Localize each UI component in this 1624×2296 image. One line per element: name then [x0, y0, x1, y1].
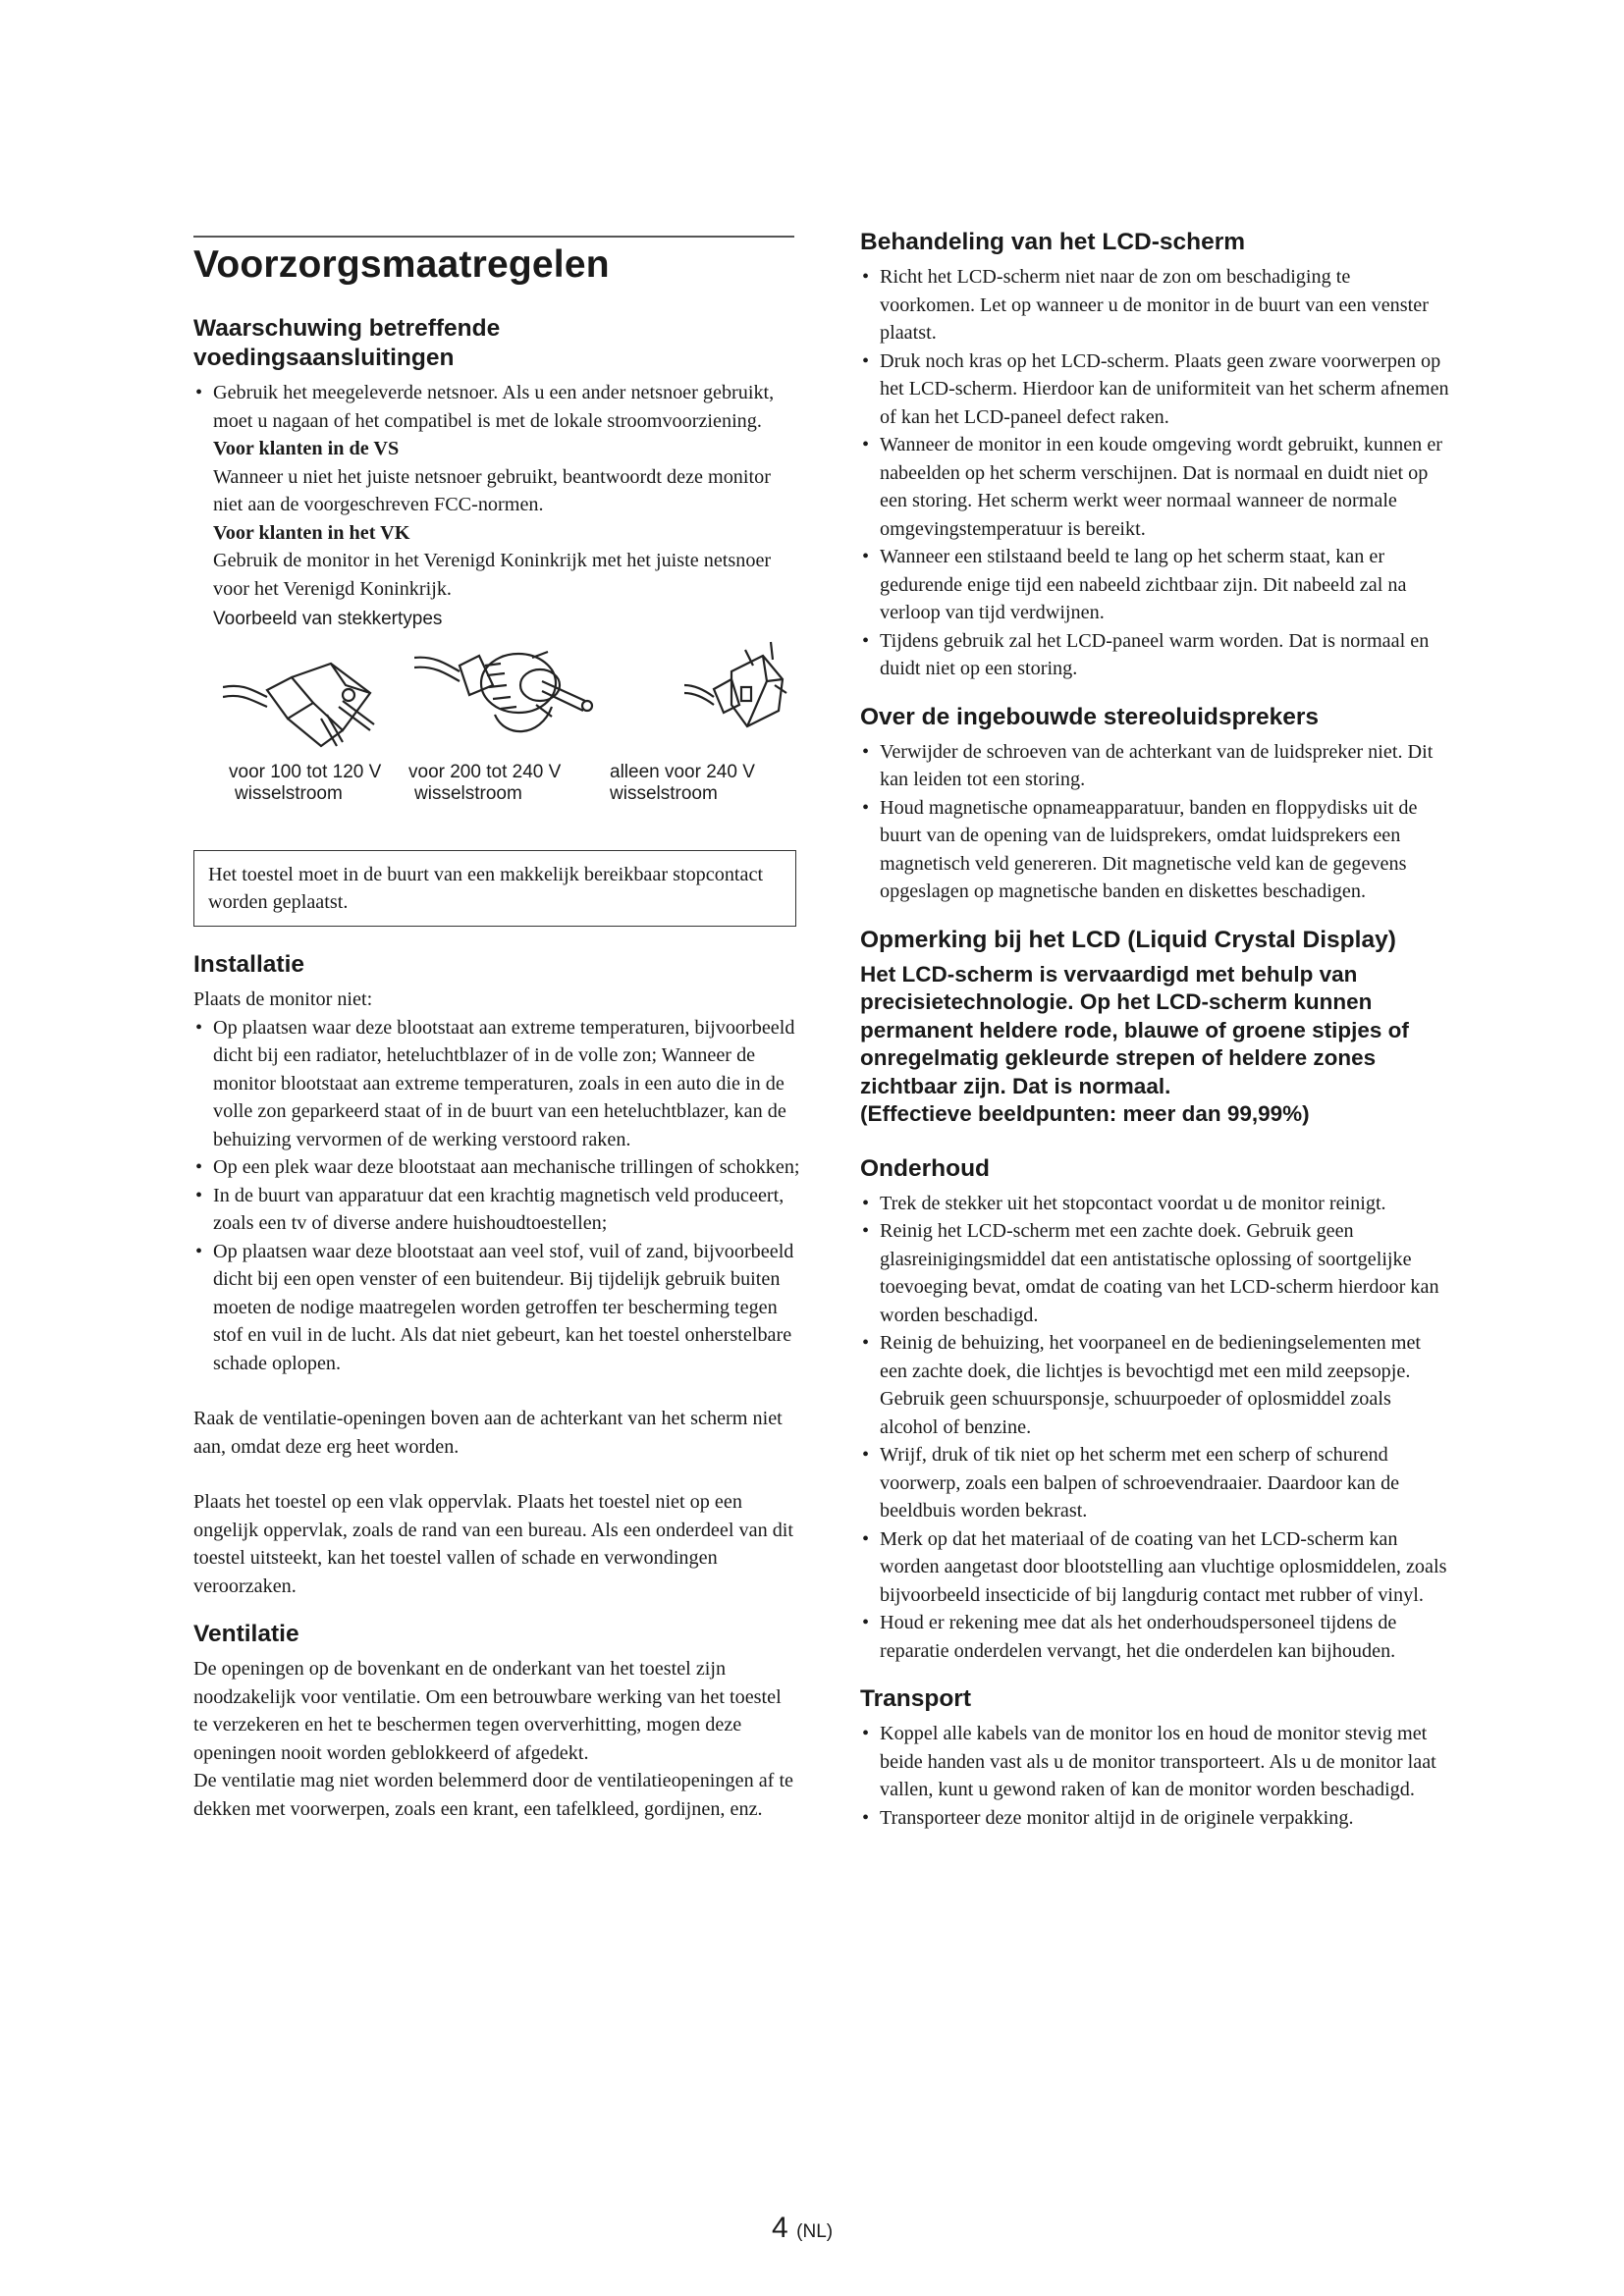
us-customers-text: Wanneer u niet het juiste netsnoer gebruikt, beantwoordt deze monitor niet aan de voorgeschreven FCC-normen.: [213, 465, 771, 515]
uk-customers-text: Gebruik de monitor in het Verenigd Koninkrijk met het juiste netsnoer voor het Verenigd Koninkrijk.: [213, 550, 772, 600]
lcd-handling-list: [860, 263, 1449, 683]
lcd-note-heading: Opmerking bij het LCD (Liquid Crystal Display): [860, 926, 1396, 953]
page-footer: [772, 2212, 833, 2245]
note-box-text: Het toestel moet in de buurt van een makkelijk bereikbaar stopcontact worden geplaatst.: [208, 864, 764, 913]
plug-label-eu: voor 200 tot 240 V wisselstroom: [408, 762, 562, 804]
page-title: Voorzorgsmaatregelen: [193, 243, 610, 286]
ventilation-text-1: De openingen op de bovenkant en de onderkant van het toestel zijn noodzakelijk voor ventilatie. Om een betrouwbare werking van het toestel te verzekeren en het te beschermen tegen oververhitting, mogen deze openingen nooit worden geblokkeerd of afgedekt.: [193, 1658, 782, 1764]
uk-plug-icon: [684, 636, 792, 756]
maintenance-heading: Onderhoud: [860, 1154, 991, 1182]
list-item: • Gebruik het meegeleverde netsnoer. Als u een ander netsnoer gebruikt, moet u nagaan of het compatibel is met de lokale stroomvoorziening.: [193, 379, 800, 435]
list-item: • Op plaatsen waar deze blootstaat aan extreme temperaturen, bijvoorbeeld dicht bij een radiator, heteluchtblazer of in de volle zon; Wanneer de monitor blootstaat aan extreme temperaturen, zoals in een auto die in de volle zon geparkeerd staat of in de buurt van een heteluchtblazer, kan de behuizing vervormen of de werking verstoord raken.: [193, 1014, 800, 1154]
title-rule: [193, 236, 794, 238]
ventilation-heading: Ventilatie: [193, 1621, 299, 1647]
maintenance-list: [860, 1190, 1449, 1666]
list-item: • Trek de stekker uit het stopcontact voordat u de monitor reinigt.: [860, 1190, 1449, 1218]
list-item: • Richt het LCD-scherm niet naar de zon om beschadiging te voorkomen. Let op wanneer u de monitor in de buurt van een venster plaatst.: [860, 263, 1449, 347]
language-code: (NL): [796, 2221, 834, 2242]
list-item: • Wanneer de monitor in een koude omgeving wordt gebruikt, kunnen er nabeelden op het scherm verschijnen. Dat is normaal en duidt niet op een storing. Het scherm werkt weer normaal wanneer de normale omgevingstemperatuur is bereikt.: [860, 431, 1449, 543]
lcd-note-text: Het LCD-scherm is vervaardigd met behulp van precisietechnologie. Op het LCD-scherm kunnen permanent heldere rode, blauwe of groene stipjes of onregelmatig gekleurde strepen of heldere zones zichtbaar zijn. Dat is normaal.: [860, 961, 1409, 1098]
list-item: • Wanneer een stilstaand beeld te lang op het scherm staat, kan er gedurende enige tijd een nabeeld zichtbaar zijn. Dit nabeeld zal na verloop van tijd verdwijnen.: [860, 543, 1449, 627]
list-item: • Merk op dat het materiaal of de coating van het LCD-scherm kan worden aangetast door blootstelling aan vluchtige oplosmiddelen, zoals bijvoorbeeld insecticide of bij langdurig contact met rubber of vinyl.: [860, 1525, 1449, 1610]
list-item: • Transporteer deze monitor altijd in de originele verpakking.: [860, 1804, 1449, 1833]
lcd-handling-heading: Behandeling van het LCD-scherm: [860, 229, 1246, 255]
installation-flat-surface: Plaats het toestel op een vlak oppervlak. Plaats het toestel niet op een ongelijk oppervlak, zoals de rand van een bureau. Als een onderdeel van dit toestel uitsteekt, kan het toestel vallen of schade en verwondingen veroorzaken.: [193, 1491, 794, 1597]
installation-list: [193, 1014, 800, 1378]
plug-label-uk: alleen voor 240 V wisselstroom: [610, 762, 755, 804]
plug-illustration: [213, 636, 800, 756]
list-item: • Houd magnetische opnameapparatuur, banden en floppydisks uit de buurt van de opening van de luidsprekers, omdat luidsprekers een magnetisch veld genereren. Dit magnetische veld kan de gegevens opgeslagen op magnetische banden en diskettes beschadigen.: [860, 794, 1449, 906]
list-item: • Op een plek waar deze blootstaat aan mechanische trillingen of schokken;: [193, 1153, 800, 1182]
list-item: • Koppel alle kabels van de monitor los en houd de monitor stevig met beide handen vast als u de monitor transporteert. Als u de monitor laat vallen, kunt u gewond raken of kan de monitor worden beschadigd.: [860, 1720, 1449, 1804]
lcd-note-pixels: (Effectieve beeldpunten: meer dan 99,99%): [860, 1101, 1310, 1126]
speakers-heading: Over de ingebouwde stereoluidsprekers: [860, 703, 1320, 730]
list-item: • Verwijder de schroeven van de achterkant van de luidspreker niet. Dit kan leiden tot een storing.: [860, 738, 1449, 794]
us-plug-icon: [223, 636, 390, 756]
left-column: [193, 236, 800, 1823]
list-item: • Druk noch kras op het LCD-scherm. Plaats geen zware voorwerpen op het LCD-scherm. Hierdoor kan de uniformiteit van het scherm afnemen of kan het LCD-paneel defect raken.: [860, 347, 1449, 432]
ventilation-text-2: De ventilatie mag niet worden belemmerd door de ventilatieopeningen af te dekken met voorwerpen, zoals een krant, een tafelkleed, gordijnen, enz.: [193, 1770, 794, 1820]
us-customers-heading: Voor klanten in de VS: [213, 438, 400, 459]
installation-heading: Installatie: [193, 951, 305, 978]
note-box: [193, 850, 796, 927]
page-number: 4: [772, 2212, 788, 2244]
list-item: • Houd er rekening mee dat als het onderhoudspersoneel tijdens de reparatie onderdelen vervangt, het die onderdelen kan bijhouden.: [860, 1609, 1449, 1665]
power-warning-list: [193, 379, 800, 435]
plug-types-caption: Voorbeeld van stekkertypes: [213, 609, 443, 629]
plug-label-us: voor 100 tot 120 V wisselstroom: [229, 762, 382, 804]
plug-labels: [229, 762, 800, 805]
installation-hot-vents: Raak de ventilatie-openingen boven aan de achterkant van het scherm niet aan, omdat deze erg heet worden.: [193, 1408, 783, 1458]
transport-list: [860, 1720, 1449, 1832]
list-item: • Reinig de behuizing, het voorpaneel en de bedieningselementen met een zachte doek, die lichtjes is bevochtigd met een mild zeepsopje. Gebruik geen schuursponsje, schuurpoeder of oplosmiddel zoals alcohol of benzine.: [860, 1329, 1449, 1441]
list-item: • In de buurt van apparatuur dat een krachtig magnetisch veld produceert, zoals een tv of diverse andere huishoudtoestellen;: [193, 1182, 800, 1238]
list-item: • Op plaatsen waar deze blootstaat aan veel stof, vuil of zand, bijvoorbeeld dicht bij een open venster of een buitendeur. Bij tijdelijk gebruik buiten moeten de nodige maatregelen worden getroffen ter bescherming tegen stof en vuil in de lucht. Als dat niet gebeurt, kan het toestel onherstelbare schade oplopen.: [193, 1238, 800, 1378]
power-warning-heading: Waarschuwing betreffende voedingsaansluitingen: [193, 315, 501, 371]
speakers-list: [860, 738, 1449, 906]
eu-plug-icon: [414, 636, 601, 756]
list-item: • Tijdens gebruik zal het LCD-paneel warm worden. Dat is normaal en duidt niet op een storing.: [860, 627, 1449, 683]
transport-heading: Transport: [860, 1685, 971, 1712]
list-item: • Reinig het LCD-scherm met een zachte doek. Gebruik geen glasreinigingsmiddel dat een antistatische oplossing of soortgelijke toevoeging bevat, omdat de coating van het LCD-scherm hierdoor kan worden beschadigd.: [860, 1217, 1449, 1329]
installation-intro: Plaats de monitor niet:: [193, 988, 373, 1010]
list-item: • Wrijf, druk of tik niet op het scherm met een scherp of schurend voorwerp, zoals een balpen of schroevendraaier. Daardoor kan de beeldbuis worden bekrast.: [860, 1441, 1449, 1525]
uk-customers-heading: Voor klanten in het VK: [213, 521, 410, 544]
right-column: [860, 228, 1449, 1832]
